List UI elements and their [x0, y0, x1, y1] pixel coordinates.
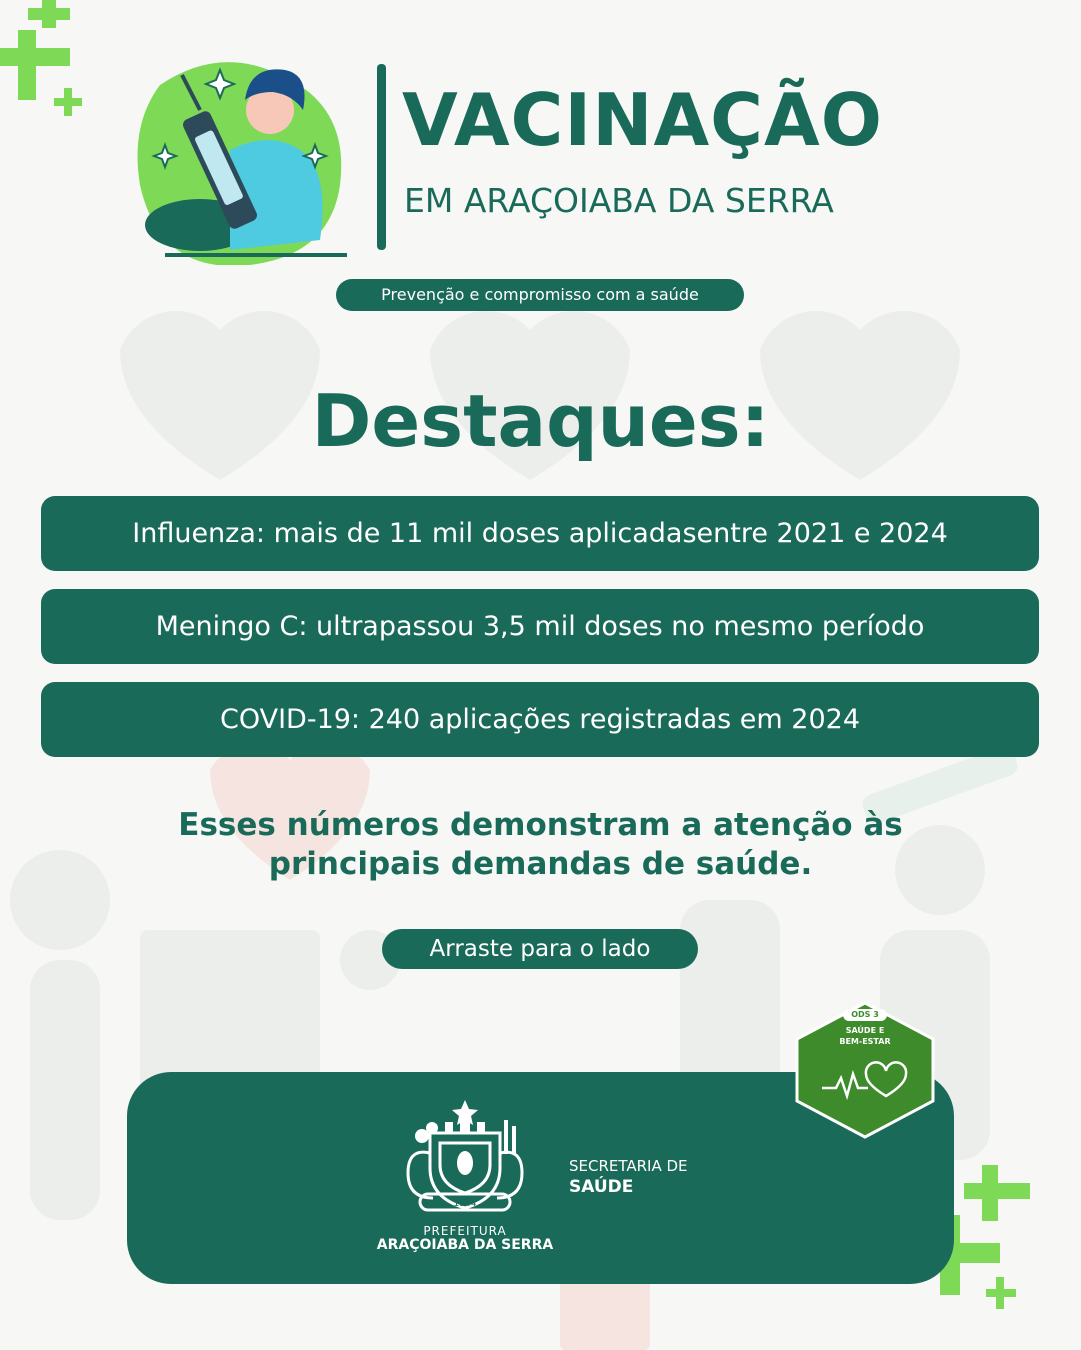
city-name: ARAÇOIABA DA SERRA: [376, 1237, 554, 1253]
page-subtitle: EM ARAÇOIABA DA SERRA: [404, 181, 834, 220]
highlights-heading: Destaques:: [311, 379, 770, 463]
secretaria-label: SECRETARIA DE: [569, 1157, 688, 1175]
ods-label: [820, 1025, 910, 1047]
highlight-meningo-c: Meningo C: ultrapassou 3,5 mil doses no mesmo período: [41, 589, 1039, 664]
page-title: VACINAÇÃO: [402, 78, 883, 162]
prefeitura-label: PREFEITURA: [423, 1224, 507, 1238]
ods-tag: ODS 3: [843, 1009, 887, 1021]
secretaria-name: SAÚDE: [569, 1177, 634, 1197]
crest-year: 1944: [453, 1199, 477, 1209]
ods-badge: [790, 1000, 940, 1140]
summary-note-line-2: principais demandas de saúde.: [268, 846, 813, 882]
highlight-covid-19: COVID-19: 240 aplicações registradas em 2024: [41, 682, 1039, 757]
summary-note: [0, 806, 1081, 884]
ods-label-line-2: BEM-ESTAR: [839, 1037, 891, 1046]
title-divider: [377, 64, 386, 250]
nurse-with-syringe-illustration: [120, 55, 360, 265]
ods-label-line-1: SAÚDE E: [845, 1026, 885, 1035]
highlight-influenza: Influenza: mais de 11 mil doses aplicadasentre 2021 e 2024: [41, 496, 1039, 571]
plus-cross-icon: [0, 0, 100, 120]
swipe-hint-button[interactable]: Arraste para o lado: [382, 929, 698, 969]
tagline-badge: Prevenção e compromisso com a saúde: [336, 279, 744, 311]
summary-note-line-1: Esses números demonstram a atenção às: [178, 807, 903, 843]
municipal-crest-logo: [400, 1098, 530, 1218]
